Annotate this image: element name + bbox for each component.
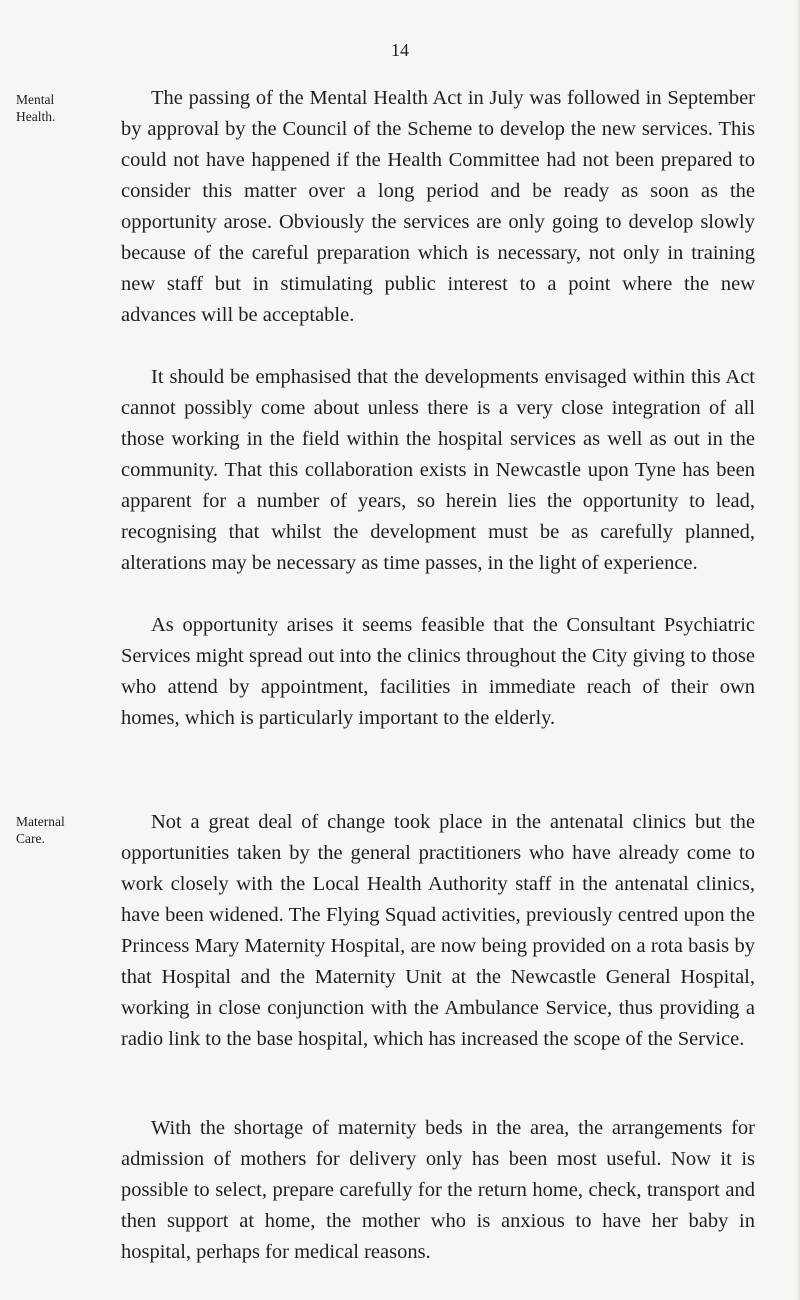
sidenote-maternal-care: Maternal Care. — [16, 814, 65, 846]
paragraph-integration: It should be emphasised that the developments envisaged within this Act cannot possibly come about unless there is a very close integration of all those working in the field within the hospital services as well as out in the community. That this collaboration exists in Newcastle upon Tyne has been apparent for a number of years, so herein lies the opportunity to lead, recognising that whilst the development must be as carefully planned, alterations may be necessary as time passes, in the light of experience. — [121, 366, 755, 574]
paragraph-antenatal-clinics: Not a great deal of change took place in the antenatal clinics but the opportunities taken by the general practitioners who have already come to work closely with the Local Health Authority staff in the antenatal clinics, have been widened. The Flying Squad activities, previously centred upon the Princess Mary Maternity Hospital, are now being provided on a rota basis by that Hospital and the Maternity Unit at the Newcastle General Hospital, working in close conjunction with the Ambulance Service, thus providing a radio link to the base hospital, which has increased the scope of the Service. — [121, 811, 755, 1050]
paragraph-mental-health-act: The passing of the Mental Health Act in July was followed in September by approval by the Council of the Scheme to develop the new services. This could not have happened if the Health Committee had not been prepared to consider this matter over a long period and be ready as soon as the opportunity arose. Obviously the services are only going to develop slowly because of the careful preparation which is necessary, not only in training new staff but in stimulating public interest to a point where the new advances will be acceptable. — [121, 87, 755, 326]
sidenote-mental-health: Mental Health. — [16, 92, 56, 124]
paragraph-maternity-beds: With the shortage of maternity beds in the area, the arrangements for admission of mothers for delivery only has been most useful. Now it is possible to select, prepare carefully for the return home, check, transport and then support at home, the mother who is anxious to have her baby in hospital, perhaps for medical reasons. — [121, 1117, 755, 1263]
page-number: 14 — [391, 40, 409, 60]
page-edge — [796, 0, 800, 1300]
paragraph-psychiatric-services: As opportunity arises it seems feasible that the Consultant Psychiatric Services might spread out into the clinics throughout the City giving to those who attend by appointment, facilities in immediate reach of their own homes, which is particularly important to the elderly. — [121, 614, 755, 729]
